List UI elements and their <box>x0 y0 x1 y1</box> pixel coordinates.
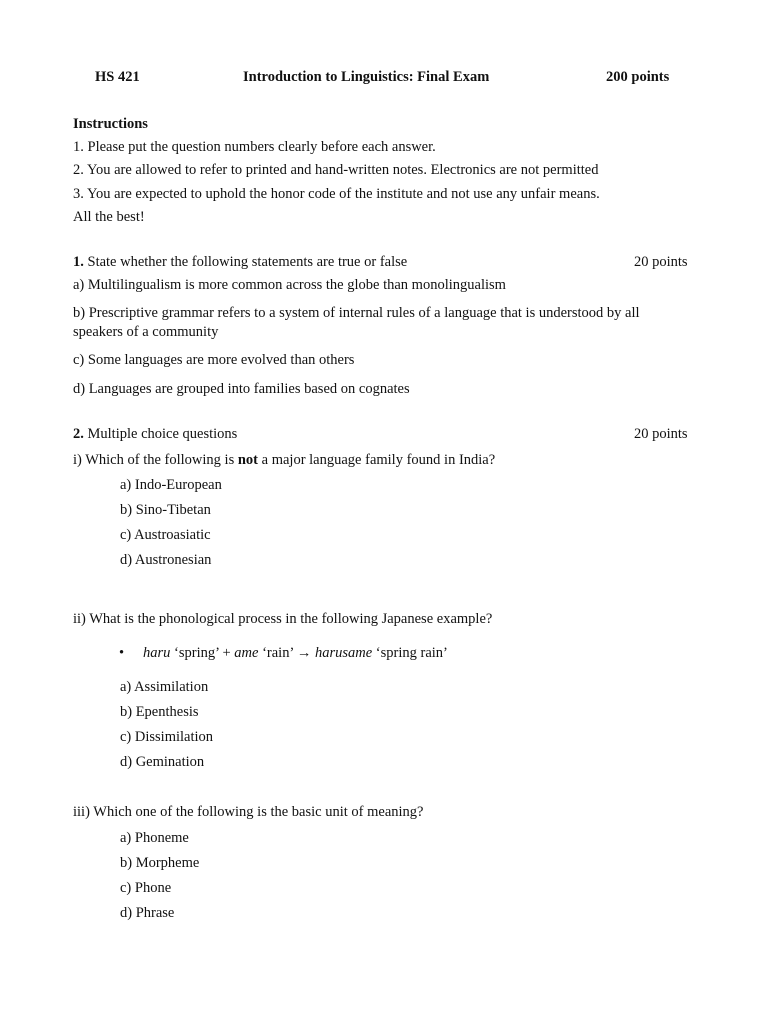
statement-item: b) Prescriptive grammar refers to a system of internal rules of a language that is understood by all speakers of a community <box>73 305 640 340</box>
instruction-line: 1. Please put the question numbers clearly before each answer. <box>73 139 436 155</box>
statement-item: a) Multilingualism is more common across the globe than monolingualism <box>73 277 506 293</box>
question-1-points: 20 points <box>634 254 688 270</box>
japanese-example <box>143 644 448 662</box>
option-item: b) Epenthesis <box>120 704 199 720</box>
option-item: d) Austronesian <box>120 552 212 568</box>
option-item: b) Sino-Tibetan <box>120 502 211 518</box>
example-word: haru <box>143 645 171 661</box>
question-prompt: State whether the following statements are true or false <box>87 254 408 270</box>
option-item: a) Indo-European <box>120 477 222 493</box>
option-item: b) Morpheme <box>120 855 200 871</box>
option-item: a) Phoneme <box>120 830 189 846</box>
exam-title: Introduction to Linguistics: Final Exam <box>243 69 490 85</box>
instructions-heading: Instructions <box>73 116 148 132</box>
option-item: a) Assimilation <box>120 679 209 695</box>
subquestion-2: ii) What is the phonological process in the following Japanese example? <box>73 611 493 627</box>
instruction-line: 3. You are expected to uphold the honor code of the institute and not use any unfair means. <box>73 186 600 202</box>
instruction-line: 2. You are allowed to refer to printed and hand-written notes. Electronics are not permitted <box>73 162 599 178</box>
question-2-points: 20 points <box>634 426 688 442</box>
example-bullet: • <box>119 645 125 661</box>
example-word: harusame <box>314 645 373 661</box>
question-number: 2. <box>73 426 84 442</box>
course-code: HS 421 <box>95 69 140 85</box>
total-points: 200 points <box>606 69 670 85</box>
statement-item: d) Languages are grouped into families based on cognates <box>73 381 410 397</box>
subquestion-text: i) Which of the following is <box>73 452 238 468</box>
subquestion-1 <box>73 451 495 469</box>
question-2-heading <box>73 425 237 443</box>
example-gloss: ‘rain’ → <box>258 645 315 661</box>
example-gloss: ‘spring rain’ <box>372 645 448 661</box>
option-item: c) Dissimilation <box>120 729 214 745</box>
subquestion-text: a major language family found in India? <box>258 452 496 468</box>
option-item: c) Austroasiatic <box>120 527 211 543</box>
option-item: c) Phone <box>120 880 172 896</box>
emphasis-word: not <box>237 452 259 468</box>
closing-line: All the best! <box>73 209 145 225</box>
question-1-heading <box>73 253 407 271</box>
option-item: d) Phrase <box>120 905 175 921</box>
example-gloss: ‘spring’ + <box>170 645 235 661</box>
question-number: 1. <box>73 254 84 270</box>
option-item: d) Gemination <box>120 754 205 770</box>
example-word: ame <box>234 645 259 661</box>
statement-item: c) Some languages are more evolved than others <box>73 352 355 368</box>
subquestion-3: iii) Which one of the following is the basic unit of meaning? <box>73 804 424 820</box>
question-prompt: Multiple choice questions <box>87 426 238 442</box>
